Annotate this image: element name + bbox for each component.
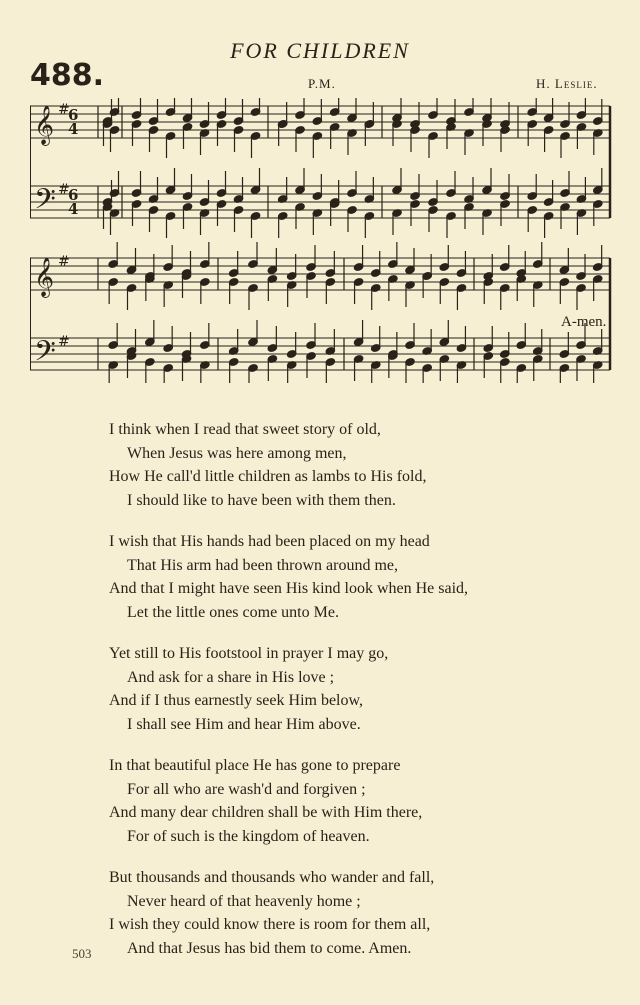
music-score <box>30 98 615 383</box>
verse-2 <box>0 530 640 624</box>
amen-label: A-men. <box>561 314 607 330</box>
time-signature: 4 <box>68 200 79 218</box>
verse-line: And that Jesus has bid them to come. Amen. <box>127 939 412 957</box>
verse-line: I think when I read that sweet story of old, <box>109 421 381 438</box>
verse-line: When Jesus was here among men, <box>127 444 347 462</box>
verse-line: I wish that His hands had been placed on my head <box>109 533 430 550</box>
verse-line: Let the little ones come unto Me. <box>127 603 339 621</box>
verse-line: Yet still to His footstool in prayer I may go, <box>109 645 389 662</box>
verse-line: I should like to have been with them then. <box>127 491 396 509</box>
verse-3 <box>0 642 640 736</box>
time-signature: 6 <box>68 106 79 124</box>
verse-4 <box>0 754 640 848</box>
verse-1 <box>0 418 640 512</box>
verse-line: And many dear children shall be with Him there, <box>109 804 423 821</box>
time-signature: 4 <box>68 120 79 138</box>
key-sharp: # <box>58 182 70 198</box>
key-sharp: # <box>58 254 70 270</box>
page-number: 503 <box>72 946 92 961</box>
verse-line: I shall see Him and hear Him above. <box>127 715 361 733</box>
verse-line: And that I might have seen His kind look when He said, <box>109 580 469 597</box>
verse-line: And ask for a share in His love ; <box>127 668 335 686</box>
verse-5 <box>0 866 640 960</box>
verse-line: And if I thus earnestly seek Him below, <box>109 692 364 709</box>
verse-line: How He call'd little children as lambs to His fold, <box>109 468 427 485</box>
time-signature: 6 <box>68 186 79 204</box>
section-title: FOR CHILDREN <box>230 38 410 63</box>
hymn-number: 488. <box>30 58 105 93</box>
clef: 𝄞 <box>34 105 55 145</box>
verse-line: Never heard of that heavenly home ; <box>127 892 361 910</box>
key-sharp: # <box>58 102 70 118</box>
verse-line: For of such is the kingdom of heaven. <box>127 827 370 845</box>
verse-line: In that beautiful place He has gone to prepare <box>109 757 401 774</box>
composer-label: H. Leslie. <box>536 76 598 91</box>
hymn-lyrics <box>0 418 640 978</box>
verse-line: For all who are wash'd and forgiven ; <box>127 780 366 798</box>
verse-line: But thousands and thousands who wander and fall, <box>109 869 435 886</box>
clef: 𝄞 <box>34 257 55 297</box>
clef: 𝄢 <box>34 335 56 375</box>
verse-line: I wish they could know there is room for them all, <box>109 916 431 933</box>
key-sharp: # <box>58 334 70 350</box>
clef: 𝄢 <box>34 183 56 223</box>
meter-label: P.M. <box>308 76 336 91</box>
verse-line: That His arm had been thrown around me, <box>127 556 399 574</box>
